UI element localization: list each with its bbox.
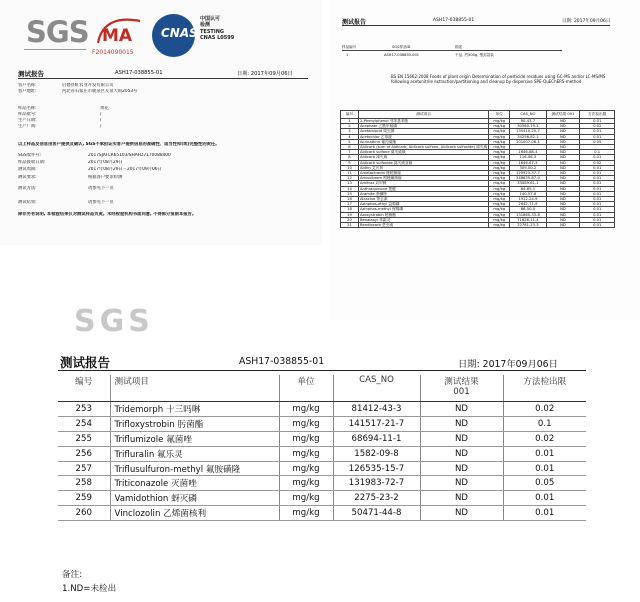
sgs-logo: SGS <box>26 15 89 49</box>
table-cell-mdl: 0.1 <box>503 416 586 431</box>
table-cell: mg/kg <box>489 202 510 207</box>
table-cell: ND <box>546 176 580 181</box>
table-cell: 18 <box>341 207 359 212</box>
table-cell: mg/kg <box>489 212 510 217</box>
table-cell: ND <box>546 139 580 144</box>
table-cell: 4 <box>341 134 359 139</box>
table-cell: ND <box>546 207 580 212</box>
table-cell: 1912-24-9 <box>510 197 546 202</box>
table-cell: Aldrin 艾氏剂 <box>358 165 488 170</box>
field-value: 河北省石家庄市鹿泉区友谊大街2053号 <box>62 89 138 94</box>
cnas-accreditation-text <box>200 16 260 41</box>
col-header: 测试项目 <box>358 111 488 119</box>
table-cell: Azinphos-methyl 保棉磷 <box>358 207 488 212</box>
table-cell: ND <box>546 165 580 170</box>
table-cell: mg/kg <box>489 160 510 165</box>
table-cell: ND <box>546 129 580 134</box>
table-cell: Aldicarb sulfoxide 涕灭威亚砜 <box>358 160 488 165</box>
table-row <box>58 461 586 476</box>
table-cell-item: Triflusulfuron-methyl 氟胺磺隆 <box>110 461 279 476</box>
col-header: 方法检出限 <box>580 111 615 119</box>
table-cell-result: ND <box>420 416 503 431</box>
col-header-mdl: 方法检出限 <box>503 375 586 402</box>
table-cell: 0.01 <box>580 191 615 196</box>
col-header-result-sample: 001 <box>453 387 470 397</box>
table-cell: Aldicarb 涕灭威 <box>358 155 488 160</box>
table-cell-item: Tridemorph 十三吗啉 <box>110 402 279 417</box>
table-cell: ND <box>546 134 580 139</box>
table-cell: mg/kg <box>489 181 510 186</box>
sample-cell: 1 <box>346 53 349 57</box>
page-b-rule <box>342 25 610 26</box>
table-cell-no: 258 <box>58 476 110 491</box>
table-cell: 15 <box>341 191 359 196</box>
info-value: 根据客户要求检测 <box>88 175 123 180</box>
table-row <box>58 402 586 417</box>
info-value: 请参见下一页 <box>88 186 114 191</box>
table-cell: 19 <box>341 212 359 217</box>
page-a-report-number: ASH17-038855-01 <box>115 70 163 76</box>
table-cell: Aldicarb sulfone 涕灭威砜 <box>358 150 488 155</box>
table-cell: 16 <box>341 197 359 202</box>
table-cell: mg/kg <box>489 134 510 139</box>
table-cell: ND <box>546 171 580 176</box>
table-cell-unit: mg/kg <box>279 402 333 417</box>
table-cell: mg/kg <box>489 155 510 160</box>
table-cell: Ametoctradin 唑嘧菌胺 <box>358 171 488 176</box>
table-cell-no: 254 <box>58 416 110 431</box>
field-label: 样品批号: <box>18 112 37 117</box>
table-cell-unit: mg/kg <box>279 491 333 506</box>
table-cell: 1646-88-4 <box>510 150 546 155</box>
table-cell: Acetamiprid 啶虫脒 <box>358 129 488 134</box>
info-label: SGS收件号: <box>18 153 42 158</box>
page-c-report-number: ASH17-038855-01 <box>239 356 325 367</box>
remark-label: 备注: <box>62 570 83 580</box>
table-cell: 0.01 <box>580 202 615 207</box>
table-cell: 116-06-3 <box>510 155 546 160</box>
table-cell-result: ND <box>420 431 503 446</box>
info-label: 测试周期: <box>18 167 37 172</box>
table-cell: 101007-06-1 <box>510 139 546 144</box>
table-cell-mdl: 0.05 <box>503 476 586 491</box>
table-cell: Bendiocarb 恶虫威 <box>358 223 488 228</box>
table-cell: mg/kg <box>489 191 510 196</box>
table-cell: 30560-19-1 <box>510 124 546 129</box>
table-cell: 71626-11-4 <box>510 217 546 222</box>
table-cell-item: Vamidothion 蚜灭磷 <box>110 491 279 506</box>
table-cell: mg/kg <box>489 165 510 170</box>
field-value: 黄花 <box>100 106 109 111</box>
table-cell-cas: 141517-21-7 <box>333 416 420 431</box>
table-cell: 0.01 <box>580 134 615 139</box>
cma-logo <box>96 15 142 46</box>
table-cell: 14 <box>341 186 359 191</box>
table-cell-mdl: 0.01 <box>503 491 586 506</box>
table-row <box>58 431 586 446</box>
table-cell-no: 257 <box>58 461 110 476</box>
table-cell: mg/kg <box>489 223 510 228</box>
cma-logo-text: MA <box>102 26 133 46</box>
table-cell: 0.01 <box>580 217 615 222</box>
col-header-item: 测试项目 <box>110 375 279 402</box>
table-cell-mdl: 0.01 <box>503 506 586 521</box>
page-b-title: 测试报告 <box>342 19 367 26</box>
sgs-watermark: SGS <box>74 304 154 339</box>
table-cell: Aldicarb (sum of Aldicarb, Aldicarb sulfone, Aldicarb sulfoxide) 涕灭威 <box>359 145 488 150</box>
table-row <box>58 416 586 431</box>
cma-code: F2014090015 <box>92 49 134 56</box>
table-cell-no: 255 <box>58 431 110 446</box>
table-cell-item: Triticonazole 灭菌唑 <box>110 476 279 491</box>
table-cell: mg/kg <box>489 217 510 222</box>
table-row <box>58 476 586 491</box>
table-cell-no: 253 <box>58 402 110 417</box>
table-cell: 135410-20-7 <box>510 129 546 134</box>
sgs-logo-underline <box>24 49 86 50</box>
page-c-results-table <box>58 375 586 521</box>
table-cell: 8 <box>341 155 359 160</box>
table-cell: 0.01 <box>580 212 615 217</box>
field-label: 样品名称: <box>18 106 37 111</box>
table-cell: Amisulbrom 吲唑磺菌胺 <box>358 176 488 181</box>
sample-header: SGS样品ID <box>392 45 411 49</box>
table-cell: 21 <box>341 223 359 228</box>
table-cell: 84-65-1 <box>510 186 546 191</box>
table-cell: Amitraz 双甲脒 <box>358 181 488 186</box>
info-label: 测试要求: <box>18 175 37 180</box>
table-cell: 10 <box>341 165 359 170</box>
table-cell: 131860-33-8 <box>510 212 546 217</box>
sample-cell: 干品, 约500g, 塑封袋装 <box>455 53 494 57</box>
table-cell: 12 <box>341 176 359 181</box>
table-cell: 0.02 <box>580 160 615 165</box>
table-cell-cas: 81412-43-3 <box>333 402 420 417</box>
table-cell-unit: mg/kg <box>279 416 333 431</box>
field-value: / <box>100 118 102 123</box>
table-row <box>341 223 615 228</box>
table-cell: 5 <box>341 139 359 144</box>
table-cell: 0.01 <box>580 223 615 228</box>
table-cell: Atrazine 莠去津 <box>358 197 488 202</box>
table-cell: 0.01 <box>580 155 615 160</box>
table-cell-mdl: 0.01 <box>503 461 586 476</box>
col-header-no: 编号 <box>58 375 110 402</box>
table-cell: 0.01 <box>580 186 615 191</box>
table-cell: 20 <box>341 217 359 222</box>
table-cell: mg/kg <box>489 129 510 134</box>
table-cell: 22781-23-3 <box>510 223 546 228</box>
table-cell: 2 <box>341 124 359 129</box>
info-value: 2017年08月29日 - 2017年09月06日 <box>88 167 162 172</box>
table-cell: 0.01 <box>580 171 615 176</box>
table-cell: 34256-82-1 <box>510 134 546 139</box>
table-cell: 0.01 <box>580 197 615 202</box>
table-cell-result: ND <box>420 446 503 461</box>
page-a-footer: 除非另有说明, 本检验结果仅对测试样品负责。未经检验机构书面同意, 不得部分复制本报告。 <box>18 212 197 217</box>
table-cell: 17 <box>341 202 359 207</box>
info-value: 请参见下一页 <box>88 200 114 205</box>
table-cell: ND <box>546 217 580 222</box>
table-cell: 13 <box>341 181 359 186</box>
table-cell-cas: 131983-72-7 <box>333 476 420 491</box>
table-cell: 0.1 <box>580 150 615 155</box>
table-row <box>58 446 586 461</box>
table-cell: Benalaxyl 苯霜灵 <box>358 217 488 222</box>
field-value: / <box>100 124 102 129</box>
col-header: 单位 <box>489 111 510 119</box>
table-cell: 0.01 <box>580 119 615 124</box>
field-label: 客户地址: <box>18 89 37 94</box>
table-cell: ND <box>546 160 580 165</box>
table-cell: ND <box>546 202 580 207</box>
table-cell-no: 259 <box>58 491 110 506</box>
page-a-rule <box>18 78 308 79</box>
table-cell: Aramite 杀螨特 <box>358 191 488 196</box>
table-cell: ND <box>546 197 580 202</box>
table-cell: mg/kg <box>489 197 510 202</box>
table-cell-item: Triflumizole 氟菌唑 <box>110 431 279 446</box>
table-cell-item: Vinclozolin 乙烯菌核利 <box>110 506 279 521</box>
table-cell: 33089-61-1 <box>510 181 546 186</box>
table-cell-cas: 2275-23-2 <box>333 491 420 506</box>
table-cell: Acetochlor 乙草胺 <box>358 134 488 139</box>
info-label: 测试方法: <box>18 186 37 191</box>
table-cell: ND <box>546 124 580 129</box>
page-b-report-number: ASH17-038855-01 <box>433 18 475 23</box>
table-cell: 0.02 <box>580 124 615 129</box>
sample-cell: ASH17-038855.001 <box>384 53 420 57</box>
col-header: 测试结果 001 <box>546 111 580 119</box>
col-header-unit: 单位 <box>279 375 333 402</box>
page-a-date: 日期: 2017年09月06日 <box>237 71 293 77</box>
table-cell-result: ND <box>420 506 503 521</box>
table-cell: ND <box>546 186 580 191</box>
table-cell: ND <box>546 145 580 150</box>
page-a-title: 测试报告 <box>18 70 44 78</box>
table-cell: 2-Phenylphenol 邻苯基苯酚 <box>358 119 488 124</box>
field-label: 生产日期: <box>18 118 37 123</box>
table-cell-item: Trifluralin 氟乐灵 <box>110 446 279 461</box>
table-cell-unit: mg/kg <box>279 476 333 491</box>
table-row <box>58 506 586 521</box>
table-cell-mdl: 0.01 <box>503 446 586 461</box>
col-header: CAS_NO <box>510 111 546 119</box>
page-c-title: 测试报告 <box>60 355 111 370</box>
table-cell: mg/kg <box>489 150 510 155</box>
table-cell: 348635-87-0 <box>510 176 546 181</box>
table-cell: Azoxystrobin 嘧菌酯 <box>358 212 488 217</box>
table-cell: ND <box>546 181 580 186</box>
table-cell: 0.01 <box>580 129 615 134</box>
info-value: 2017年08月29日 <box>88 160 123 165</box>
table-cell: ND <box>546 191 580 196</box>
field-label: 生产厂商: <box>18 124 37 129</box>
table-cell-unit: mg/kg <box>279 446 333 461</box>
page-b-date: 日期: 2017年09月06日 <box>562 19 611 24</box>
table-cell: 0.01 <box>580 207 615 212</box>
table-cell-cas: 50471-44-8 <box>333 506 420 521</box>
col-header-cas: CAS_NO <box>333 375 420 402</box>
table-cell: 6 <box>341 145 359 150</box>
sample-header: 样品编号 <box>342 45 357 49</box>
table-cell: 11 <box>341 171 359 176</box>
nd-note: 1.ND=未检出 <box>62 584 117 594</box>
table-cell: mg/kg <box>489 139 510 144</box>
info-value: 2017SJAFLR65103/SHAFD7170088400 <box>88 153 171 158</box>
table-cell-cas: 68694-11-1 <box>333 431 420 446</box>
table-cell: 0.05 <box>580 139 615 144</box>
test-method: BS EN 15662:2008 Foods of plant origin Determination of pesticide residues using GC-MS and/or LC-MS/MS following acetonitrile extraction/partitioning and cleanup by dispersive SPE-QuEChERS-method <box>391 74 606 84</box>
cnas-line: CNAS L0599 <box>200 34 235 41</box>
col-header-result-label: 测试结果 <box>444 377 479 387</box>
cnas-logo-text: CNAS <box>161 26 198 40</box>
table-row <box>58 491 586 506</box>
table-cell: 120923-37-7 <box>510 171 546 176</box>
sample-table-rule <box>342 50 562 51</box>
table-cell: mg/kg <box>489 119 510 124</box>
table-cell: ND <box>546 150 580 155</box>
table-cell-unit: mg/kg <box>279 461 333 476</box>
table-cell-no: 256 <box>58 446 110 461</box>
table-cell: mg/kg <box>489 124 510 129</box>
table-cell-result: ND <box>420 491 503 506</box>
table-cell: 86-50-0 <box>510 207 546 212</box>
sample-header: 描述 <box>455 45 463 49</box>
table-cell: 1 <box>341 119 359 124</box>
table-cell-mdl: 0.02 <box>503 402 586 417</box>
table-cell: mg/kg <box>489 186 510 191</box>
table-cell: mg/kg <box>489 145 510 150</box>
page-a-notice: 以上样品及信息由客户提供及确认, SGS不承担证实客户提供信息的准确性、适当性和(或)完整性的责任。 <box>18 142 220 147</box>
table-cell-cas: 126535-15-7 <box>333 461 420 476</box>
table-cell: Acrinathrin 氟丙菊酯 <box>358 139 488 144</box>
field-value: 启德县虹农业开发有限公司 <box>62 83 114 88</box>
table-cell-unit: mg/kg <box>279 431 333 446</box>
table-cell: mg/kg <box>489 171 510 176</box>
table-cell: 140-57-8 <box>510 191 546 196</box>
table-cell: 2642-71-9 <box>510 202 546 207</box>
page-c-rule <box>58 370 586 371</box>
table-cell-result: ND <box>420 461 503 476</box>
info-label: 样品接收日期: <box>18 160 46 165</box>
table-cell: 309-00-2 <box>510 165 546 170</box>
col-header: 编号 <box>341 111 359 119</box>
table-cell: 1646-87-3 <box>510 160 546 165</box>
table-cell: 0.01 <box>580 176 615 181</box>
table-cell: ND <box>546 119 580 124</box>
table-cell: 7 <box>341 150 359 155</box>
page-c-date: 日期: 2017年09月06日 <box>458 359 558 370</box>
table-cell-unit: mg/kg <box>279 506 333 521</box>
table-cell: 9 <box>341 160 359 165</box>
table-cell: ND <box>546 155 580 160</box>
table-cell: mg/kg <box>489 207 510 212</box>
table-cell: ND <box>546 223 580 228</box>
table-cell-mdl: 0.02 <box>503 431 586 446</box>
table-cell: 0.01 <box>580 165 615 170</box>
table-cell-result: ND <box>420 402 503 417</box>
table-cell: 0.01 <box>580 181 615 186</box>
table-cell: 3 <box>341 129 359 134</box>
table-cell-no: 260 <box>58 506 110 521</box>
field-label: 客户名称: <box>18 83 37 88</box>
table-cell-result: ND <box>420 476 503 491</box>
table-cell: mg/kg <box>489 176 510 181</box>
table-cell: ND <box>546 212 580 217</box>
cnas-line: 检测 <box>200 22 211 29</box>
cnas-line: 中国认可 <box>200 16 221 22</box>
field-value: / <box>100 112 102 117</box>
table-cell-cas: 1582-09-8 <box>333 446 420 461</box>
table-cell: Acephate 乙酰甲胺磷 <box>358 124 488 129</box>
table-cell: 90-43-7 <box>510 119 546 124</box>
table-cell-item: Trifloxystrobin 肟菌酯 <box>110 416 279 431</box>
table-cell: Azinphos-ethyl 益棉磷 <box>358 202 488 207</box>
info-label: 测试结果: <box>18 200 37 205</box>
page-b-results-table <box>340 110 615 228</box>
col-header-result <box>420 375 503 402</box>
table-cell: Anthraquinone 蒽醌 <box>358 186 488 191</box>
cnas-line: TESTING <box>200 28 224 35</box>
